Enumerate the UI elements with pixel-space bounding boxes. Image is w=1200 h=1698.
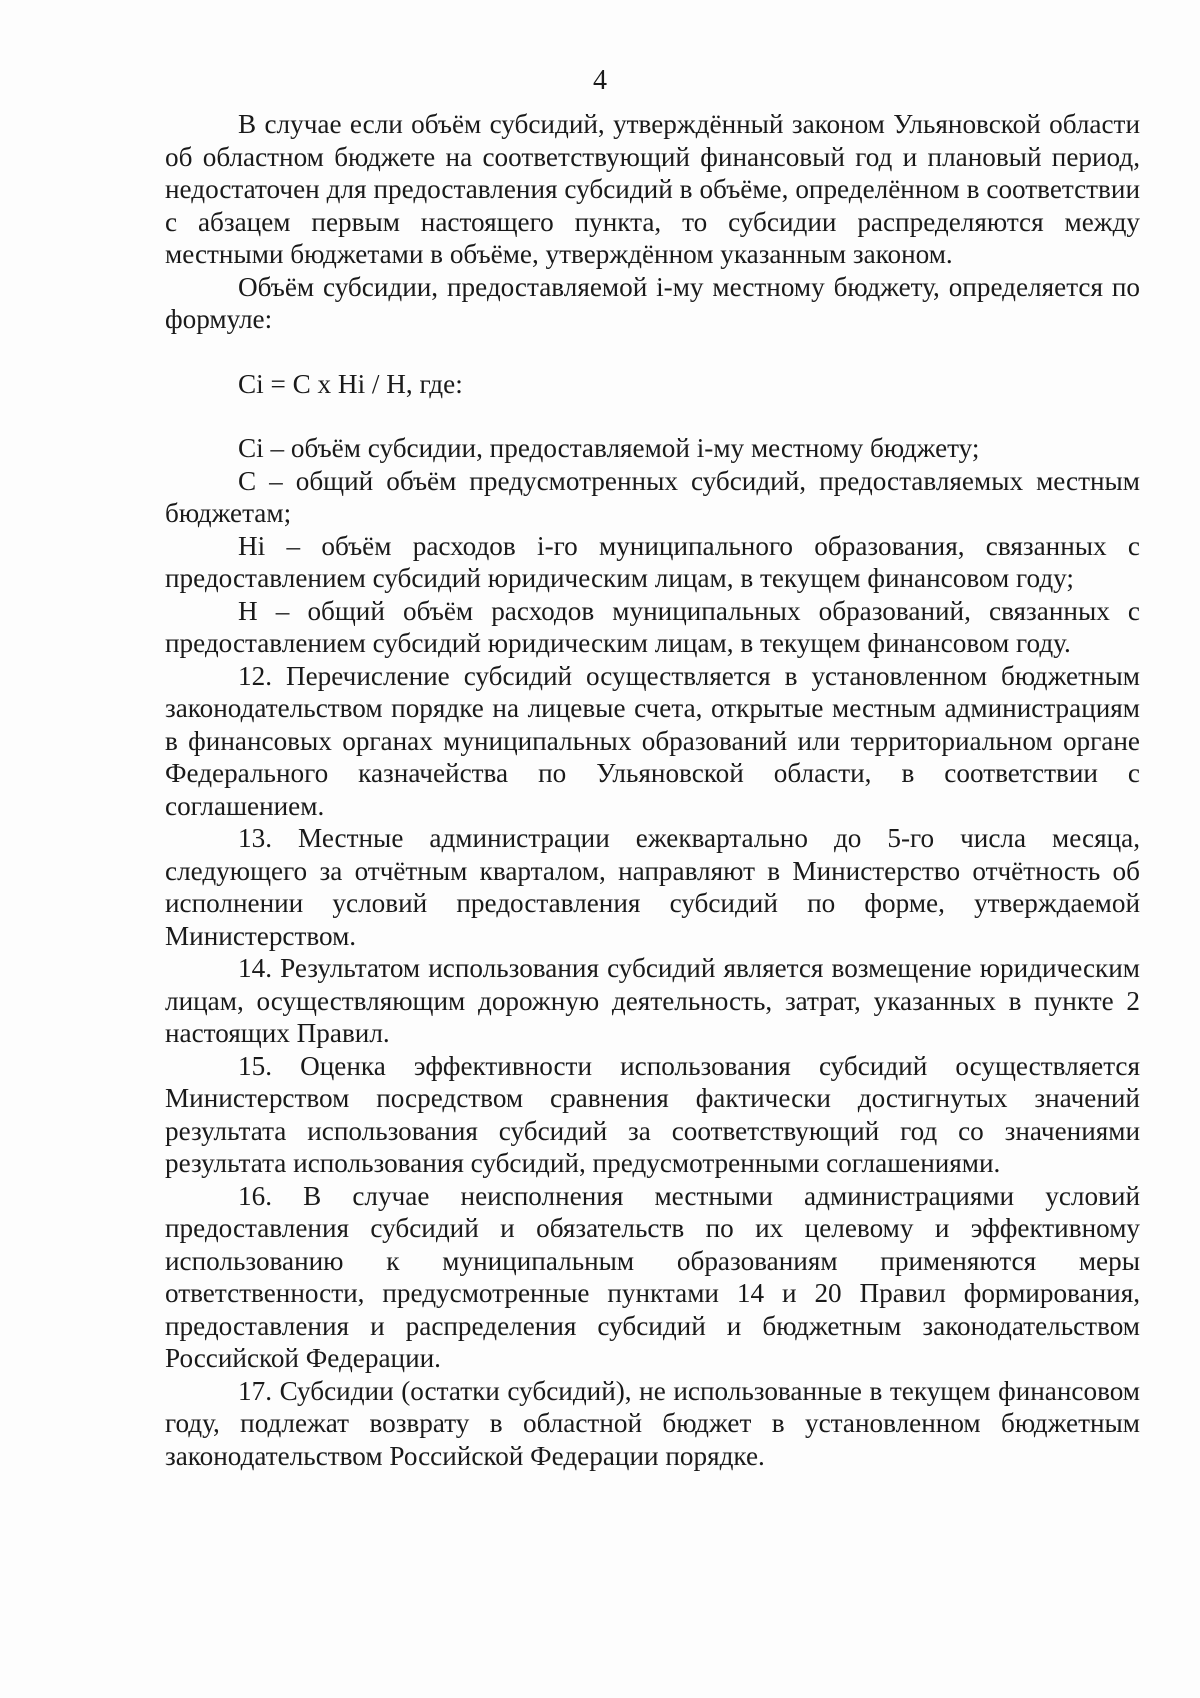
item-14: 14. Результатом использования субсидий является возмещение юридическим лицам, осуществляющим дорожную деятельность, затрат, указанных в пункте 2 настоящих Правил. [165, 953, 1140, 1048]
paragraph-formula-intro: Объём субсидии, предоставляемой i-му местному бюджету, определяется по формуле: [165, 271, 1140, 334]
item-15: 15. Оценка эффективности использования субсидий осуществляется Министерством посредством сравнения фактически достигнутых значений результата использования субсидий за соответствующий год со значениями результата использования субсидий, предусмотренными соглашениями. [165, 1050, 1140, 1178]
paragraph-subsidy-shortfall: В случае если объём субсидий, утверждённый законом Ульяновской области об областном бюджете на соответствующий финансовый год и плановый период, недостаточен для предоставления субсидий в объёме, определённом в соответствии с абзацем первым настоящего пункта, то субсидии распределяются между местными бюджетами в объёме, утверждённом указанным законом. [165, 109, 1140, 269]
formula: Ci = C x Hi / H, где: [238, 368, 463, 399]
item-17: 17. Субсидии (остатки субсидий), не использованные в текущем финансовом году, подлежат возврату в областной бюджет в установленном бюджетным законодательством Российской Федерации порядке. [165, 1375, 1140, 1471]
document-body [165, 108, 1140, 1472]
page-number: 4 [593, 65, 607, 96]
definition-ci: Ci – объём субсидии, предоставляемой i-му местному бюджету; [238, 433, 980, 463]
definition-h: H – общий объём расходов муниципальных образований, связанных с предоставлением субсидий юридическим лицам, в текущем финансовом году. [165, 595, 1140, 658]
item-16: 16. В случае неисполнения местными администрациями условий предоставления субсидий и обязательств по их целевому и эффективному использованию к муниципальным образованиям применяются меры ответственности, предусмотренные пунктами 14 и 20 Правил формирования, предоставления и распределения субсидий и бюджетным законодательством Российской Федерации. [165, 1180, 1140, 1373]
item-12: 12. Перечисление субсидий осуществляется в установленном бюджетным законодательством порядке на лицевые счета, открытые местным администрациям в финансовых органах муниципальных образований или территориальном органе Федерального казначейства по Ульяновской области, в соответствии с соглашением. [165, 660, 1140, 821]
formula-block [165, 368, 1140, 401]
item-13: 13. Местные администрации ежеквартально до 5-го числа месяца, следующего за отчётным кварталом, направляют в Министерство отчётность об исполнении условий предоставления субсидий по форме, утверждаемой Министерством. [165, 823, 1140, 951]
definition-hi: Hi – объём расходов i-го муниципального образования, связанных с предоставлением субсидий юридическим лицам, в текущем финансовом году; [165, 530, 1140, 593]
definition-c: C – общий объём предусмотренных субсидий, предоставляемых местным бюджетам; [165, 465, 1140, 528]
